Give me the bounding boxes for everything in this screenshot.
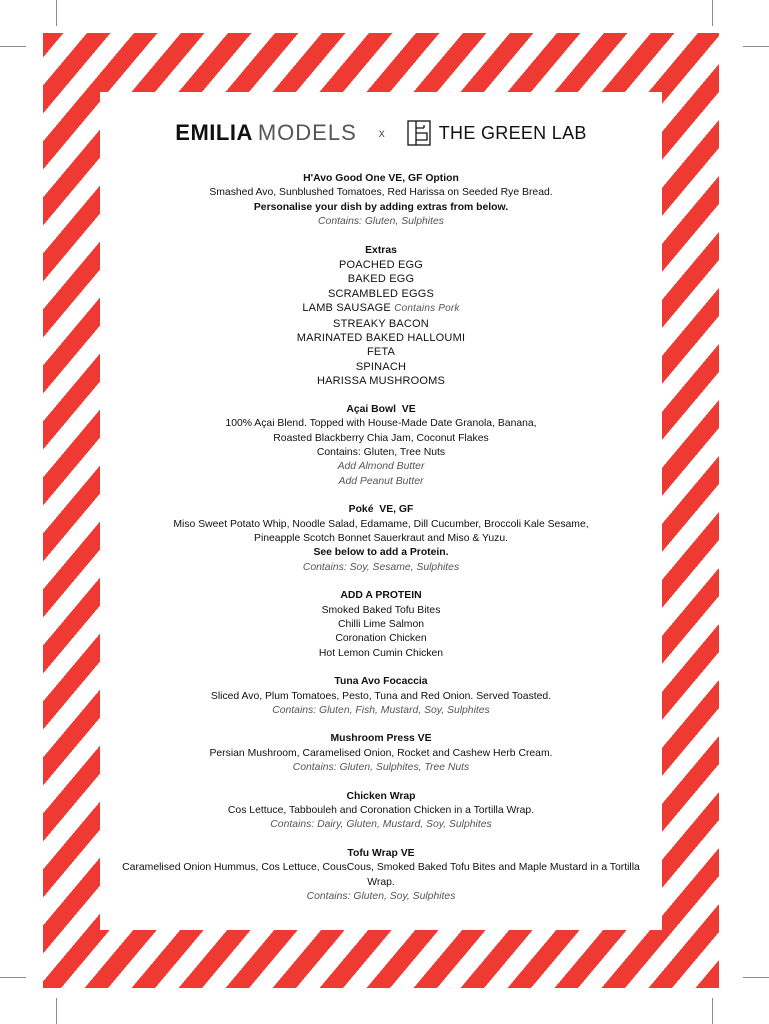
extra-item-lamb: [110, 301, 652, 316]
protein-item: Coronation Chicken: [335, 633, 427, 645]
item-description: Caramelised Onion Hummus, Cos Lettuce, CousCous, Smoked Baked Tofu Bites and Maple Mustard in a Tortilla: [122, 862, 640, 874]
brand-separator: x: [378, 126, 385, 140]
menu-item-acai: [110, 403, 652, 489]
green-lab-logo-text: THE GREEN LAB: [438, 122, 587, 143]
item-title: Tuna Avo Focaccia: [334, 676, 428, 688]
emilia-models-logo: [175, 120, 356, 146]
crop-mark: [0, 46, 26, 47]
item-addon: Add Peanut Butter: [338, 475, 424, 487]
item-description: 100% Açai Blend. Topped with House-Made Date Granola, Banana,: [225, 418, 537, 430]
item-description: Pineapple Scotch Bonnet Sauerkraut and Miso & Yuzu.: [254, 532, 508, 544]
protein-item: Chilli Lime Salmon: [337, 618, 425, 630]
item-title: H'Avo Good One VE, GF Option: [303, 173, 459, 184]
section-title: ADD A PROTEIN: [340, 590, 422, 602]
extra-item: SCRAMBLED EGGS: [327, 287, 435, 300]
menu-item-tofu: [110, 847, 652, 905]
item-description: Persian Mushroom, Caramelised Onion, Rocket and Cashew Herb Cream.: [209, 747, 553, 759]
menu-item-chicken: [110, 790, 652, 833]
crop-mark: [712, 998, 713, 1024]
item-allergens: Contains: Gluten, Tree Nuts: [316, 446, 446, 458]
item-title: Poké VE, GF: [348, 504, 414, 516]
item-note: Personalise your dish by adding extras from below.: [253, 201, 509, 213]
extra-item: BAKED EGG: [347, 273, 415, 286]
item-note: See below to add a Protein.: [313, 547, 449, 559]
crop-mark: [56, 998, 57, 1024]
item-description: Smashed Avo, Sunblushed Tomatoes, Red Harissa on Seeded Rye Bread.: [209, 187, 553, 199]
item-title: Tofu Wrap VE: [347, 847, 415, 859]
section-title: Extras: [365, 244, 397, 256]
protein-item: Smoked Baked Tofu Bites: [321, 604, 441, 616]
menu-section-extras: [110, 244, 652, 389]
protein-item: Hot Lemon Cumin Chicken: [318, 647, 444, 659]
item-title: Açai Bowl VE: [346, 403, 416, 415]
item-allergens: Contains: Dairy, Gluten, Mustard, Soy, Sulphites: [270, 819, 492, 831]
extra-item: POACHED EGG: [338, 259, 424, 272]
menu-item-tuna: [110, 675, 652, 718]
menu-list: [110, 172, 652, 918]
extra-item: STREAKY BACON: [333, 317, 429, 330]
menu-item-mushroom: [110, 732, 652, 775]
crop-mark: [0, 977, 26, 978]
item-allergens: Contains: Soy, Sesame, Sulphites: [302, 561, 460, 573]
menu-section-protein: [110, 589, 652, 661]
item-allergens: Contains: Gluten, Sulphites: [318, 216, 444, 228]
extra-item: MARINATED BAKED HALLOUMI: [296, 332, 466, 345]
item-allergens: Contains: Gluten, Sulphites, Tree Nuts: [292, 762, 470, 774]
extra-item: SPINACH: [355, 360, 407, 373]
item-description: Roasted Blackberry Chia Jam, Coconut Flakes: [273, 432, 489, 444]
item-description: Wrap.: [367, 876, 395, 888]
item-allergens: Contains: Gluten, Fish, Mustard, Soy, Sulphites: [272, 705, 490, 716]
item-allergens: Contains: Gluten, Soy, Sulphites: [306, 891, 456, 903]
extra-item: FETA: [366, 346, 396, 359]
item-title: Mushroom Press VE: [330, 733, 432, 745]
brand-light-text: MODELS: [257, 120, 357, 145]
crop-mark: [56, 0, 57, 26]
green-lab-logo-icon: [407, 120, 431, 146]
item-description: Miso Sweet Potato Whip, Noodle Salad, Edamame, Dill Cucumber, Broccoli Kale Sesame,: [173, 518, 589, 530]
extra-item-label: LAMB SAUSAGE: [302, 302, 391, 315]
item-title: Chicken Wrap: [346, 790, 416, 802]
crop-mark: [743, 46, 769, 47]
brand-bold-text: EMILIA: [175, 120, 253, 145]
item-addon: Add Almond Butter: [337, 461, 425, 473]
header-logos: [100, 117, 662, 149]
item-description: Cos Lettuce, Tabbouleh and Coronation Chicken in a Tortilla Wrap.: [227, 805, 535, 817]
extra-item-note: Contains Pork: [394, 303, 460, 315]
crop-mark: [712, 0, 713, 26]
menu-item-poke: [110, 503, 652, 575]
extra-item: HARISSA MUSHROOMS: [316, 375, 446, 388]
item-description: Sliced Avo, Plum Tomatoes, Pesto, Tuna and Red Onion. Served Toasted.: [210, 690, 552, 702]
menu-item-havo: [110, 172, 652, 230]
crop-mark: [743, 977, 769, 978]
